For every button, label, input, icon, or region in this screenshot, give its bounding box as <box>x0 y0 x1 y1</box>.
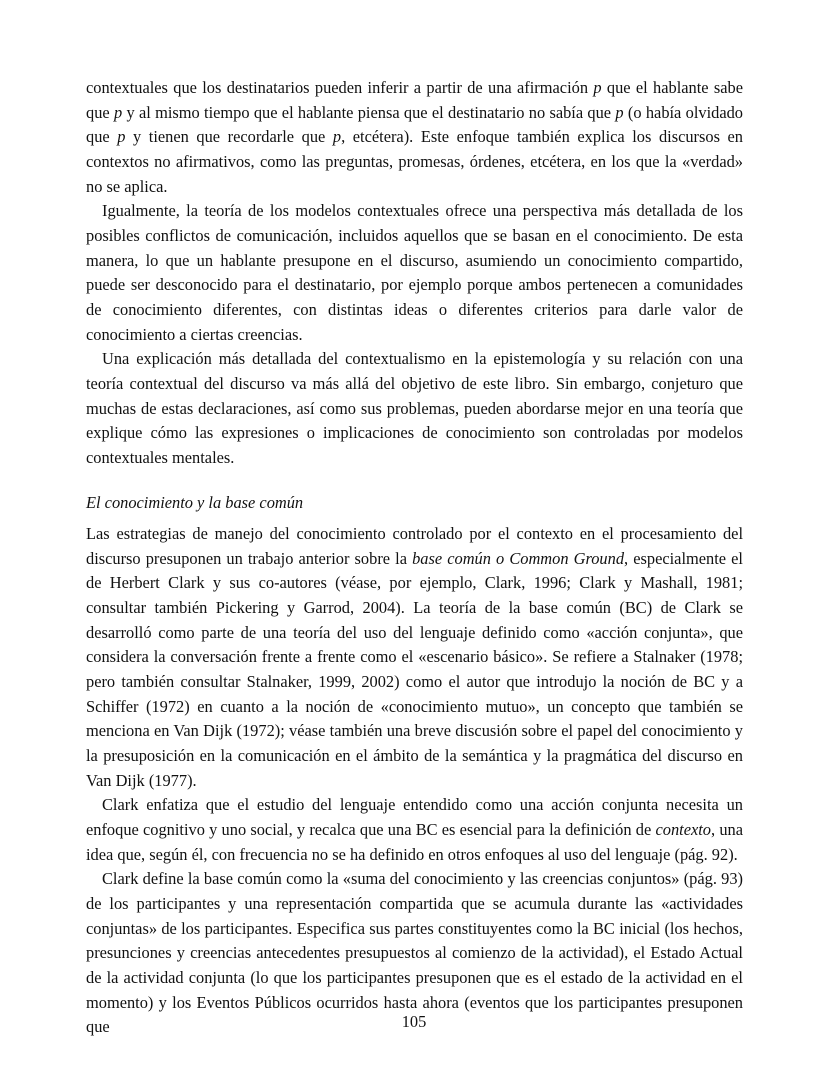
paragraph-2: Igualmente, la teoría de los modelos contextuales ofrece una perspectiva más detallada de los posibles conflictos de comunicación, incluidos aquellos que se basan en el conocimiento. De esta manera, lo que un hablante presupone en el discurso, asumiendo un conocimiento compartido, puede ser desconocido para el destinatario, por ejemplo porque ambos pertenecen a comunidades de conocimiento diferentes, con distintas ideas o diferentes criterios para darle valor de conocimiento a ciertas creencias. <box>86 201 743 344</box>
text-column <box>86 76 743 1040</box>
paragraph-4: Las estrategias de manejo del conocimiento controlado por el contexto en el procesamiento del discurso presuponen un trabajo anterior sobre la base común o Common Ground, especialmente el de Herbert Clark y sus co-autores (véase, por ejemplo, Clark, 1996; Clark y Mashall, 1981; consultar también Pickering y Garrod, 2004). La teoría de la base común (BC) de Clark se desarrolló como parte de una teoría del uso del lenguaje definido como «acción conjunta», que considera la conversación frente a frente como el «escenario básico». Se refiere a Stalnaker (1978; pero también consultar Stalnaker, 1999, 2002) como el autor que introdujo la noción de BC y a Schiffer (1972) en cuanto a la noción de «conocimiento mutuo», un concepto que también se menciona en Van Dijk (1972); véase también una breve discusión sobre el papel del conocimiento y la presuposición en la comunicación en el ámbito de la semántica y la pragmática del discurso en Van Dijk (1977). <box>86 524 743 790</box>
italic-variable: p <box>593 78 602 97</box>
heading-spacer-above <box>86 471 743 491</box>
page-number: 105 <box>401 1012 427 1031</box>
paragraph-3: Una explicación más detallada del contextualismo en la epistemología y su relación con una teoría contextual del discurso va más allá del objetivo de este libro. Sin embargo, conjeturo que muchas de estas declaraciones, así como sus problemas, pueden abordarse mejor en una teoría que explique cómo las expresiones o implicaciones de conocimiento son controladas por modelos contextuales mentales. <box>86 349 743 467</box>
heading-spacer-below <box>86 515 743 522</box>
italic-variable: p <box>113 102 123 122</box>
italic-phrase: base común o Common Ground <box>412 548 625 568</box>
section-heading: El conocimiento y la base común <box>86 492 304 512</box>
italic-variable: p <box>117 127 126 147</box>
paragraph-1: contextuales que los destinatarios pueden inferir a partir de una afirmación p que el hablante sabe que p y al mismo tiempo que el hablante piensa que el destinatario no sabía que p (o había olvidado que p y tienen que recordarle que p, etcétera). Este enfoque también explica los discursos en contextos no afirmativos, como las preguntas, promesas, órdenes, etcétera, en los que la «verdad» no se aplica. <box>86 78 743 196</box>
italic-variable: p <box>332 127 342 147</box>
paragraph-5: Clark enfatiza que el estudio del lenguaje entendido como una acción conjunta necesita un enfoque cognitivo y uno social, y recalca que una BC es esencial para la definición de contexto, una idea que, según él, con frecuencia no se ha definido en otros enfoques al uso del lenguaje (pág. 92). <box>86 795 743 864</box>
italic-variable: p <box>615 102 624 122</box>
italic-phrase: contexto <box>655 820 711 840</box>
paragraph-6: Clark define la base común como la «suma del conocimiento y las creencias conjuntos» (pág. 93) de los participantes y una representación compartida que se acumula durante las «actividades conjuntas» de los participantes. Especifica sus partes constituyentes como la BC inicial (los hechos, presunciones y creencias antecedentes presupuestos al comienzo de la actividad), el Estado Actual de la actividad conjunta (lo que los participantes presuponen que es el estado de la actividad en el momento) y los Eventos Públicos ocurridos hasta ahora (eventos que los participantes presuponen que <box>86 869 743 1037</box>
